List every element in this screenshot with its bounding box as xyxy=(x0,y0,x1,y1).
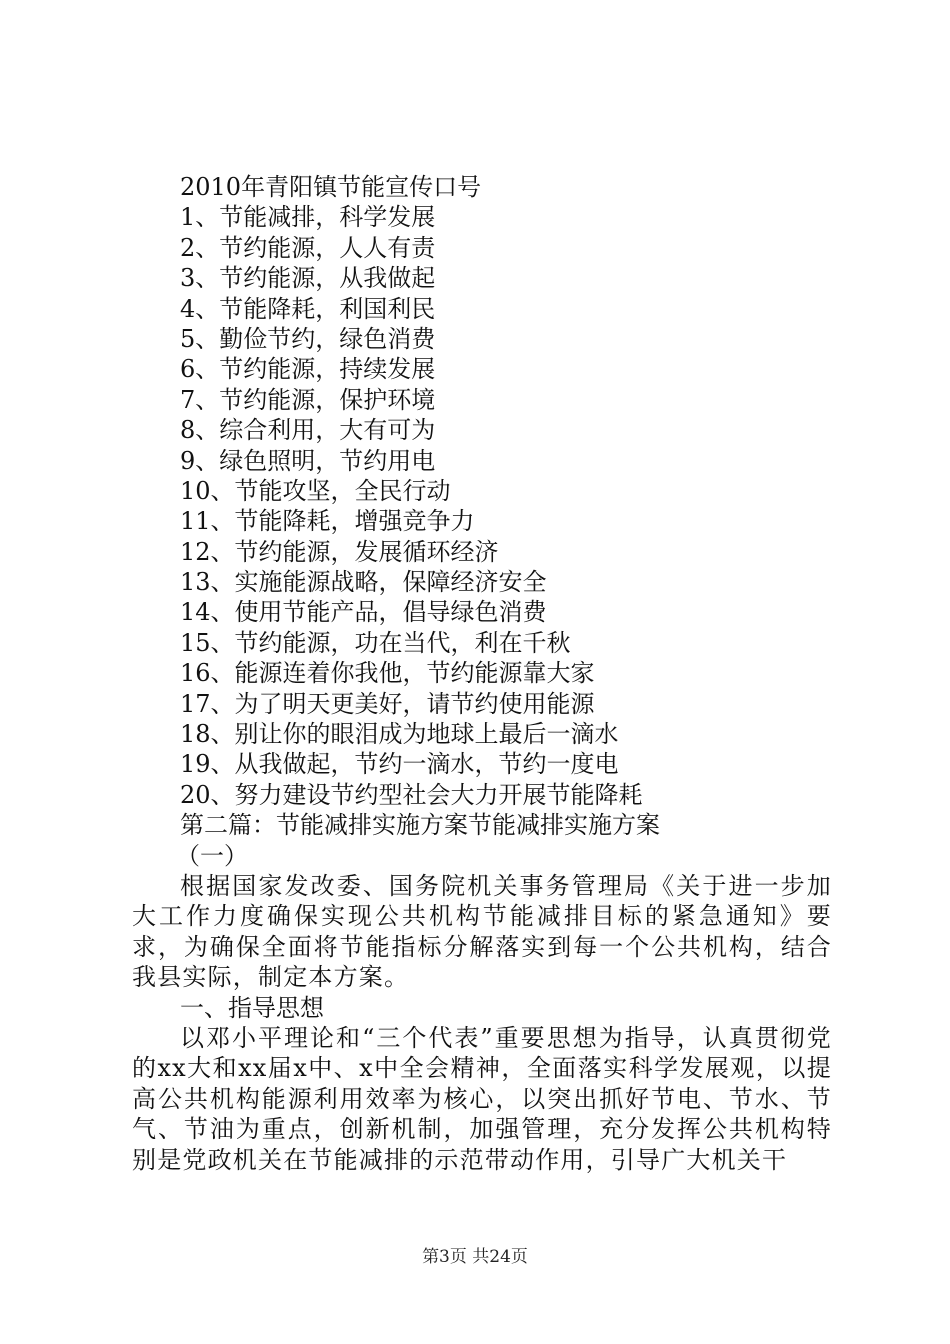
slogan-item: 3、节约能源，从我做起 xyxy=(180,264,436,293)
section-heading: 一、指导思想 xyxy=(180,993,324,1022)
slogan-item: 17、为了明天更美好，请节约使用能源 xyxy=(180,689,595,718)
slogan-item: 6、节约能源，持续发展 xyxy=(180,355,436,384)
document-title: 2010年青阳镇节能宣传口号 xyxy=(180,173,482,201)
slogan-item: 10、节能攻坚，全民行动 xyxy=(180,476,451,505)
slogan-item: 20、努力建设节约型社会大力开展节能降耗 xyxy=(180,780,643,809)
page-footer: 第3页 共24页 xyxy=(422,1247,528,1267)
slogan-item: 12、节约能源，发展循环经济 xyxy=(180,537,499,566)
guiding-ideology-paragraph: 以邓小平理论和“三个代表”重要思想为指导，认真贯彻党的xx大和xx届x中、x中全会精神，全面落实科学发展观，以提高公共机构能源利用效率为核心，以突出抓好节电、节水、节气、节油为重点，创新机制，加强管理，充分发挥公共机构特别是党政机关在节能减排的示范带动作用，引导广大机关干 xyxy=(132,1024,832,1174)
slogan-item: 19、从我做起，节约一滴水，节约一度电 xyxy=(180,750,619,779)
slogan-item: 18、别让你的眼泪成为地球上最后一滴水 xyxy=(180,720,619,749)
document-body xyxy=(132,172,832,1175)
slogan-item: 2、节约能源，人人有责 xyxy=(180,233,436,262)
slogan-item: 5、勤俭节约，绿色消费 xyxy=(180,324,436,353)
slogan-item: 13、实施能源战略，保障经济安全 xyxy=(180,568,547,597)
slogan-item: 9、绿色照明，节约用电 xyxy=(180,446,436,475)
slogan-item: 8、综合利用，大有可为 xyxy=(180,416,436,445)
slogan-item: 14、使用节能产品，倡导绿色消费 xyxy=(180,598,547,627)
slogan-item: 1、节能减排，科学发展 xyxy=(180,203,436,232)
chapter-title: 第二篇：节能减排实施方案节能减排实施方案 xyxy=(180,811,660,840)
intro-paragraph: 根据国家发改委、国务院机关事务管理局《关于进一步加大工作力度确保实现公共机构节能减排目标的紧急通知》要求，为确保全面将节能指标分解落实到每一个公共机构，结合我县实际，制定本方案。 xyxy=(132,871,832,992)
slogan-item: 11、节能降耗，增强竞争力 xyxy=(180,507,475,536)
slogan-item: 4、节能降耗，利国利民 xyxy=(180,294,436,323)
chapter-subtitle: （一） xyxy=(176,841,248,870)
slogan-item: 7、节约能源，保护环境 xyxy=(180,385,436,414)
slogan-item: 16、能源连着你我他，节约能源靠大家 xyxy=(180,659,595,688)
slogan-item: 15、节约能源，功在当代，利在千秋 xyxy=(180,628,571,657)
